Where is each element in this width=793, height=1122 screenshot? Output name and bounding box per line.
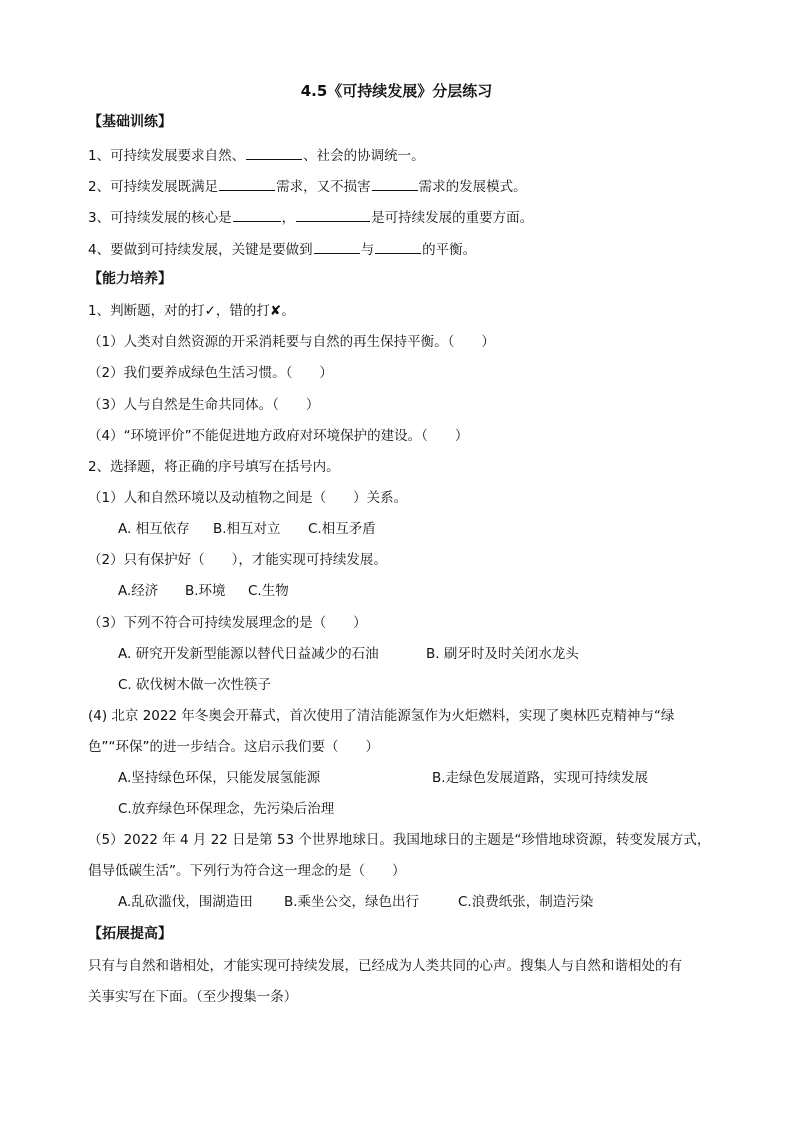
judge-item-2: （2）我们要养成绿色生活习惯。（ ） — [88, 365, 333, 381]
choice-intro: 2、选择题，将正确的序号填写在括号内。 — [88, 459, 340, 475]
basic-question-3: 3、可持续发展的核心是 ， 是可持续发展的重要方面。 — [88, 210, 534, 226]
basic-question-4: 4、要做到可持续发展，关键是要做到 与 的平衡。 — [88, 242, 477, 258]
answer-blank[interactable] — [314, 240, 360, 254]
option-b: B. 刷牙时及时关闭水龙头 — [426, 646, 579, 662]
option-c: C.浪费纸张，制造污染 — [458, 894, 594, 910]
answer-blank[interactable] — [219, 177, 275, 191]
choice-q5-stem-line2: 倡导低碳生活”。下列行为符合这一理念的是（ ） — [88, 863, 406, 879]
choice-q4-stem-line2: 色”“环保”的进一步结合。这启示我们要（ ） — [88, 739, 379, 755]
basic-question-2: 2、可持续发展既满足 需求，又不损害 需求的发展模式。 — [88, 179, 527, 195]
choice-q4-options-row1 — [118, 769, 648, 787]
option-a: A.经济 — [118, 583, 159, 599]
choice-q2-options — [118, 582, 289, 600]
option-a: A. 研究开发新型能源以替代日益减少的石油 — [118, 646, 379, 662]
extend-text-line1: 只有与自然和谐相处，才能实现可持续发展，已经成为人类共同的心声。搜集人与自然和谐相处的有 — [88, 958, 682, 974]
answer-blank[interactable] — [296, 208, 370, 222]
section-ability-heading: 【能力培养】 — [88, 271, 172, 287]
choice-q4-stem-line1: (4) 北京 2022 年冬奥会开幕式，首次使用了清洁能源氢作为火炬燃料，实现了奥林匹克精神与“绿 — [88, 708, 675, 724]
basic-question-1: 1、可持续发展要求自然、 、社会的协调统一。 — [88, 148, 425, 164]
judge-intro: 1、判断题，对的打✓，错的打✘。 — [88, 303, 295, 319]
option-a: A.乱砍滥伐，围湖造田 — [118, 894, 253, 910]
option-c: C.相互矛盾 — [308, 521, 376, 537]
page-title: 4.5《可持续发展》分层练习 — [300, 82, 493, 100]
option-b: B.走绿色发展道路，实现可持续发展 — [432, 770, 649, 786]
option-a: A. 相互依存 — [118, 521, 190, 537]
choice-q3-stem: （3）下列不符合可持续发展理念的是（ ） — [88, 615, 367, 631]
option-a: A.坚持绿色环保，只能发展氢能源 — [118, 770, 321, 786]
option-c: C.生物 — [248, 583, 289, 599]
judge-item-4: （4）“环境评价”不能促进地方政府对环境保护的建设。（ ） — [88, 428, 469, 444]
choice-q1-options — [118, 520, 376, 538]
option-b: B.相互对立 — [213, 521, 281, 537]
answer-blank[interactable] — [233, 208, 281, 222]
extend-text-line2: 关事实写在下面。（至少搜集一条） — [88, 989, 298, 1005]
answer-blank[interactable] — [375, 240, 421, 254]
judge-item-1: （1）人类对自然资源的开采消耗要与自然的再生保持平衡。（ ） — [88, 334, 495, 350]
option-b: B.环境 — [185, 583, 226, 599]
section-extend-heading: 【拓展提高】 — [88, 926, 172, 942]
choice-q5-stem-line1: （5）2022 年 4 月 22 日是第 53 个世界地球日。我国地球日的主题是“珍惜地球资源，转变发展方式， — [88, 832, 711, 848]
choice-q3-option-c: C. 砍伐树木做一次性筷子 — [118, 677, 272, 693]
option-b: B.乘坐公交，绿色出行 — [284, 894, 420, 910]
section-basic-heading: 【基础训练】 — [88, 114, 172, 130]
answer-blank[interactable] — [372, 177, 418, 191]
answer-blank[interactable] — [246, 146, 302, 160]
judge-item-3: （3）人与自然是生命共同体。（ ） — [88, 397, 320, 413]
choice-q3-options-row1 — [118, 645, 579, 663]
choice-q5-options — [118, 893, 593, 911]
choice-q4-option-c: C.放弃绿色环保理念，先污染后治理 — [118, 801, 335, 817]
choice-q1-stem: （1）人和自然环境以及动植物之间是（ ）关系。 — [88, 490, 408, 506]
choice-q2-stem: （2）只有保护好（ ），才能实现可持续发展。 — [88, 552, 387, 568]
